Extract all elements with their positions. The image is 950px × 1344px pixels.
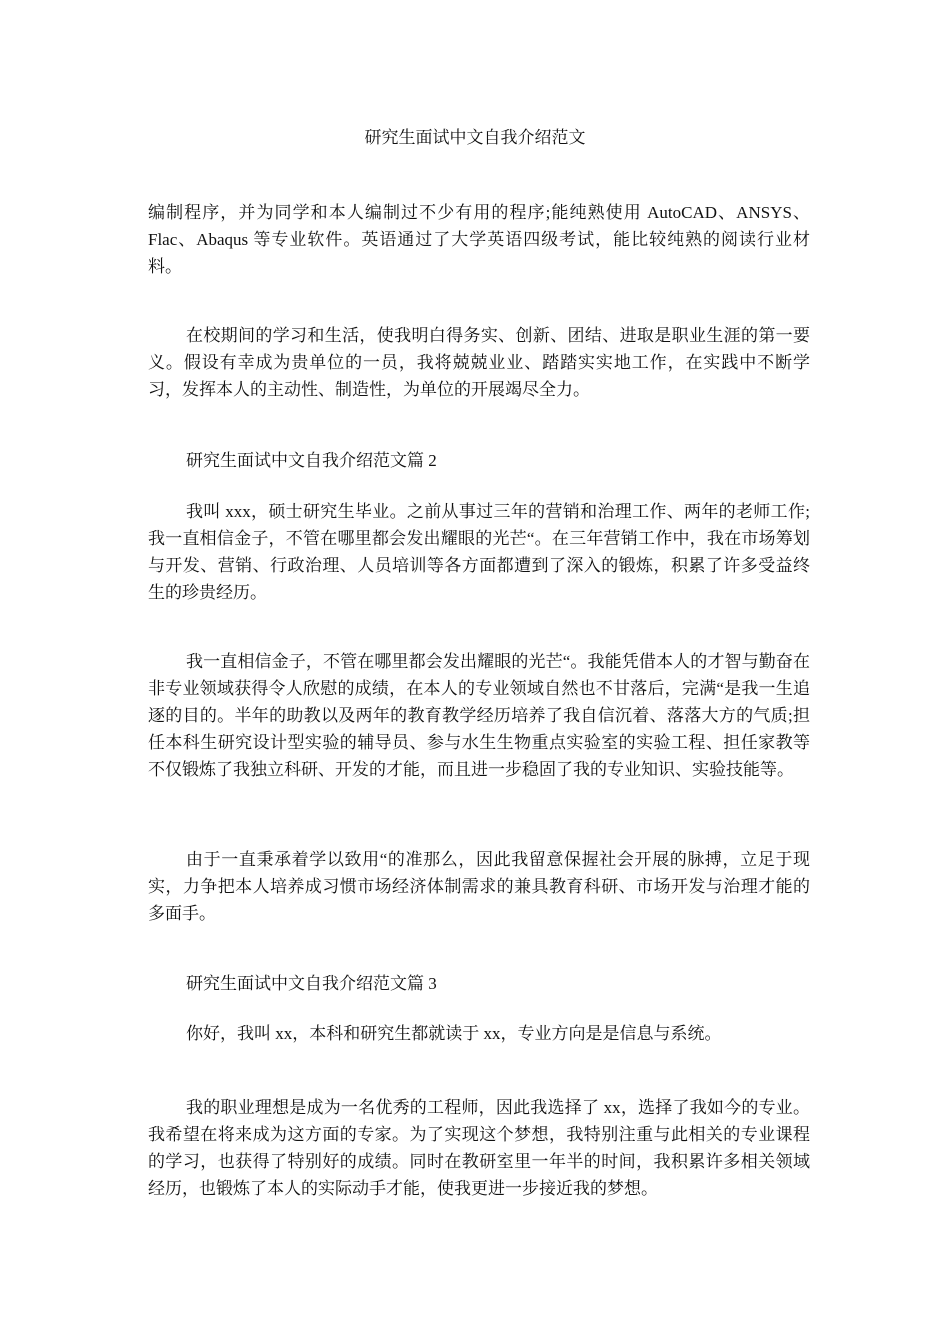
- paragraph-3: 我叫 xxx，硕士研究生毕业。之前从事过三年的营销和治理工作、两年的老师工作;我一直相信金子，不管在哪里都会发出耀眼的光芒“。在三年营销工作中，我在市场筹划与开发、营销、行政治理、人员培训等各方面都遭到了深入的锻炼，积累了许多受益终生的珍贵经历。: [148, 502, 810, 602]
- paragraph-4: 我一直相信金子，不管在哪里都会发出耀眼的光芒“。我能凭借本人的才智与勤奋在非专业领域获得令人欣慰的成绩，在本人的专业领域自然也不甘落后，完满“是我一生追逐的目的。半年的助教以及两年的教育教学经历培养了我自信沉着、落落大方的气质;担任本科生研究设计型实验的辅导员、参与水生生物重点实验室的实验工程、担任家教等不仅锻炼了我独立科研、开发的才能，而且进一步稳固了我的专业知识、实验技能等。: [148, 652, 810, 779]
- document-title: 研究生面试中文自我介绍范文: [364, 128, 586, 147]
- paragraph-7: 我的职业理想是成为一名优秀的工程师，因此我选择了 xx，选择了我如今的专业。我希望在将来成为这方面的专家。为了实现这个梦想，我特别注重与此相关的专业课程的学习，也获得了特别好的成绩。同时在教研室里一年半的时间，我积累许多相关领域经历，也锻炼了本人的实际动手才能，使我更进一步接近我的梦想。: [148, 1098, 810, 1198]
- section-heading-2: 研究生面试中文自我介绍范文篇 2: [186, 451, 437, 470]
- paragraph-1: 编制程序，并为同学和本人编制过不少有用的程序;能纯熟使用 AutoCAD、ANSYS、Flac、Abaqus 等专业软件。英语通过了大学英语四级考试，能比较纯熟的阅读行业材料。: [148, 203, 810, 276]
- paragraph-6: 你好，我叫 xx，本科和研究生都就读于 xx，专业方向是是信息与系统。: [186, 1024, 722, 1043]
- paragraph-2: 在校期间的学习和生活，使我明白得务实、创新、团结、进取是职业生涯的第一要义。假设有幸成为贵单位的一员，我将兢兢业业、踏踏实实地工作，在实践中不断学习，发挥本人的主动性、制造性，为单位的开展竭尽全力。: [148, 326, 810, 399]
- section-heading-3: 研究生面试中文自我介绍范文篇 3: [186, 974, 437, 993]
- paragraph-5: 由于一直秉承着学以致用“的准那么，因此我留意保握社会开展的脉搏，立足于现实，力争把本人培养成习惯市场经济体制需求的兼具教育科研、市场开发与治理才能的多面手。: [148, 850, 810, 923]
